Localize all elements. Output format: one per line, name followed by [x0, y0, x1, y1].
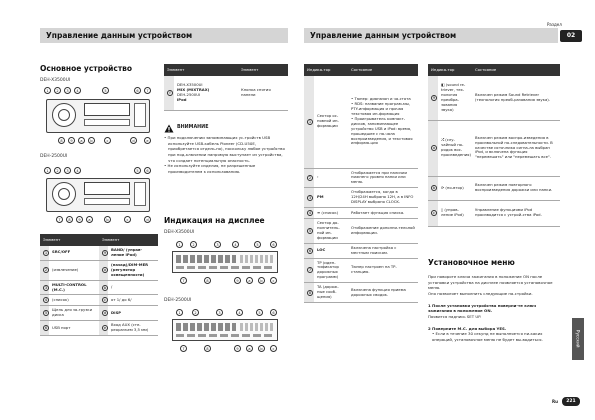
indicator-table-2: [428, 64, 560, 227]
caution-block: ВНИМАНИЕ • При подключении запоминающих ус-тройств USB используйте USB-кабель Pioneer (CD-U50E, приобретается отдель-но), поскольку любое устройство при под-ключении напрямую выступает из устройства, что создает потенциальную опасность. • Не используйте изделия, не разрешенные производителем к использованию.: [164, 125, 285, 174]
parts-col1-header: Элемент: [40, 234, 99, 246]
table-row: 6 LOC Включена настройка с местным поиском.: [304, 243, 418, 258]
ind2-col2-header: Состояние: [472, 64, 560, 76]
caution-item-2: Не используйте изделия, не разрешенные производителем к использованию.: [167, 163, 256, 174]
display-model-a-label: DEH-X3500UI: [164, 230, 195, 235]
pm-indicator-icon: PM: [317, 194, 324, 200]
main-unit-title: Основное устройство: [40, 64, 133, 73]
ind2-col1-header: Индика-тор: [428, 64, 472, 76]
setup-menu-text: При повороте ключа зажигания в положение ON после установки устройства на дисплее появляется установочное меню. Оно позволяет выполнить следующие на-стройки. 1 После установки устройства поверни-те ключ зажигания в положение ON. Появится надпись SET UP. 2 Поверните M.C. для выбора YES. • Если в течение 30 секунд не выполняется ни-каких операций, установочное меню не будет вы-водиться.: [428, 274, 556, 343]
step-2-note: • Если в течение 30 секунд не выполняется ни-каких операций, установочное меню не будет вы-водиться.: [432, 331, 543, 342]
mid-col1-header: Элемент: [164, 64, 238, 76]
page-number: 221: [562, 397, 580, 406]
table-row: 1 SRC/OFF 9 BAND/ (управ-ление iPod): [40, 246, 158, 260]
table-row: 4 ≡ (список) Работает функция списка.: [304, 208, 418, 219]
list-icon: ≡: [317, 209, 321, 215]
mid-col2-header: Элемент: [238, 64, 288, 76]
step-2: 2 Поверните M.C. для выбора YES.: [428, 325, 507, 331]
table-row: 4 (список) c от 1/ до 6/: [40, 295, 158, 306]
table-row: 6 USB порт e Вход AUX (сте-реоразъем 3,5 мм): [40, 321, 158, 336]
ind1-col2-header: Состояние: [348, 64, 418, 76]
section-label: Раздел: [547, 22, 562, 27]
parts-table: [40, 234, 158, 336]
table-row: 9 ◧ (sound re-triever, тех-нология преобра-зования звука) Включен режим Sound Retriever (технология преоб-разования звука).: [428, 76, 560, 120]
display-model-b-label: DEH-2500UI: [164, 298, 192, 303]
indicator-table-1: [304, 64, 418, 303]
chevron-right-icon: ›: [317, 174, 319, 180]
table-row: 8 TA (дорож-ные сооб-щения) Включена функция приема дорожных сводок.: [304, 283, 418, 303]
step-1-note: Появится надпись SET UP.: [428, 313, 482, 319]
table-row: 2 › Отображается при наличии нижнего уровня папки или меню.: [304, 168, 418, 188]
setup-menu-title: Установочное меню: [428, 258, 515, 267]
table-row: 5 Сектор до-полнитель-ной ин-формации Отображение дополни-тельной информации.: [304, 219, 418, 244]
repeat-icon: ⟳: [441, 184, 445, 190]
right-header: Управление данным устройством: [304, 28, 558, 43]
table-row: 7 TP (иден-тификатор дорожных программ) Тюнер настроен на TP-станцию.: [304, 258, 418, 283]
section-number-badge: 02: [560, 30, 582, 42]
warning-icon: [164, 124, 174, 133]
model-a-label: DEH-X3500UI: [40, 78, 71, 83]
parts-col2-header: Элемент: [99, 234, 158, 246]
table-row: 3 PM Отображается, когда в 12H/24H выбрано 12H, а в INFO DISPLAY выбрано CLOCK.: [304, 188, 418, 208]
lang-code: Ru: [552, 399, 558, 404]
language-tab: Русский: [572, 318, 584, 360]
table-row: a ⤮ (слу-чайный по-рядок вос-произведения) Включен режим воспро-изведения в произвольной по-следовательности. В качестве источника сигна-ла выбран iPod, и включена функция "перемешать" или "перемешать все".: [428, 120, 560, 176]
caution-item-1: При подключении запоминающих ус-тройств USB используйте USB-кабель Pioneer (CD-U50E, приобретается отдель-но), поскольку любое устройство при под-ключении напрямую выступает из устройства, что создает потенциальную опасность.: [167, 135, 285, 163]
table-row: 1 Сектор ос-новной ин-формации • Тюнер: диапазон и ча-стота • RDS: название програм-мы, PTY-информация и прочая текстовая ин-формация • Проигрыватель компакт-дисков, запоминающее устройство USB и iPod: время, прошедшее с на-чала воспроизведения, и текстовая информа-ция: [304, 76, 418, 168]
step-1: 1 После установки устройства поверни-те ключ зажигания в положение ON.: [428, 302, 537, 314]
sound-retriever-icon: ◧: [441, 81, 445, 87]
shuffle-icon: ⤮: [441, 137, 445, 143]
table-row: 5 Щель для за-грузки диска d DISP: [40, 306, 158, 321]
caution-title: ВНИМАНИЕ: [177, 125, 209, 131]
table-row: f DEH-X3500UI MIX (MIXTRAX) DEH-2500UI iPod Кнопка снятия панели: [164, 76, 288, 110]
ipod-icon: ▯: [441, 207, 444, 213]
display-indication-title: Индикация на дисплее: [164, 216, 265, 225]
left-header: Управление данным устройством: [40, 28, 288, 43]
ind1-col1-header: Индика-тор: [304, 64, 348, 76]
model-b-label: DEH-2500UI: [40, 154, 68, 159]
table-row: b ⟳ (по-втор) Включен режим повторного воспроизведения дорожки или папки.: [428, 176, 560, 200]
table-row: 3 MULTI-CONTROL (M.C.) b /: [40, 280, 158, 295]
table-row: c ▯ (управ-ление iPod) Управление функциями iPod производится с устрой-ства iPod.: [428, 200, 560, 226]
parts-table-continued: [164, 64, 288, 111]
table-row: 2 (извлечение) a (назад)/DIM-MER (регулятор освещенности): [40, 260, 158, 280]
